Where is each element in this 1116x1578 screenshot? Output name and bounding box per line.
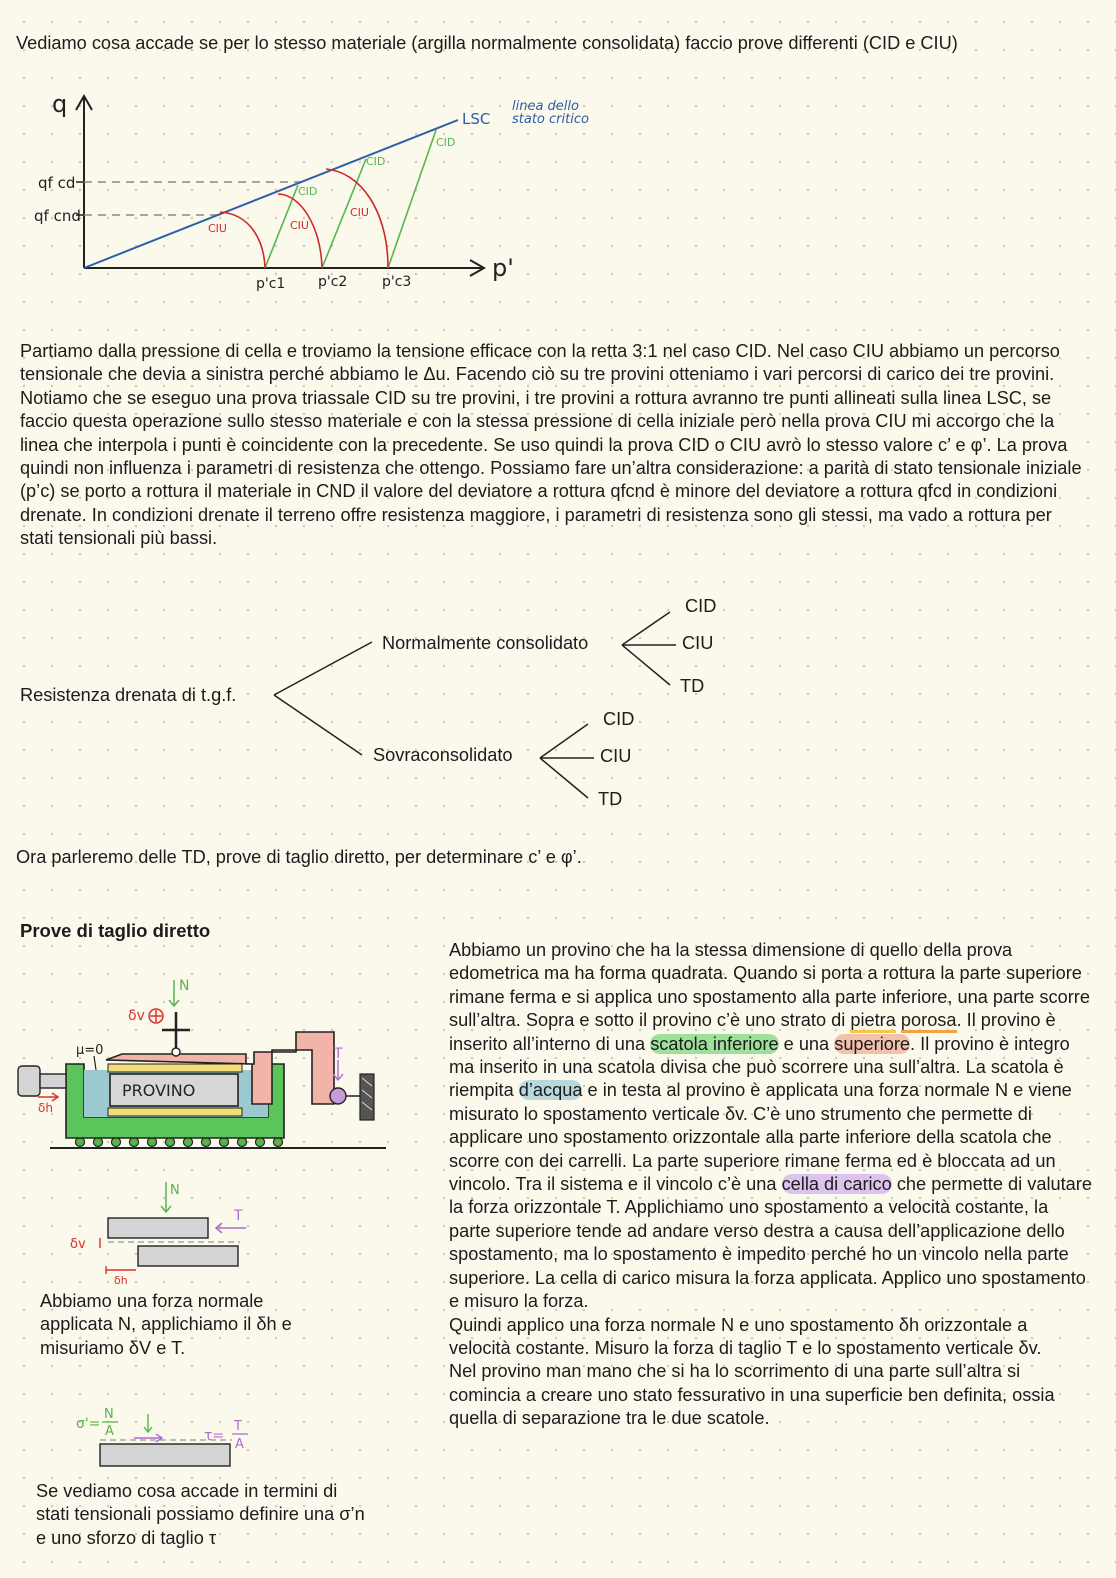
fixed-support: [360, 1074, 374, 1120]
tree-root: Resistenza drenata di t.g.f.: [20, 685, 237, 705]
right-paragraph-1: Abbiamo un provino che ha la stessa dimensione di quello della prova edometrica ma ha forma quadrata. Quando si porta a rottura la parte superiore rimane ferma e si applica uno spostamento alla parte inferiore, una parte scorre sull’altra. Sopra e sotto il provino c’è uno strato di pietra porosa. Il provino è inserito all’interno di una scatola inferiore e una superiore. Il provino è integro ma inserito in una scatola divisa che può scorrere una sull’altra. La scatola è riempita d’acqua e in testa al provino è applicata una forza normale N e viene misurato lo spostamento verticale δv. C’è uno strumento che permette di applicare uno spostamento orizzontale alla parte inferiore della scatola che scorre con dei carrelli. La parte superiore rimane ferma ed è bloccata ad un vincolo. Tra il sistema e il vincolo c’è una cella di carico che permette di valutare la forza orizzontale T. Applichiamo uno spostamento a velocità costante, la parte superiore tende ad andare verso destra a causa dell’applicazione dello spostamento, ma lo spostamento è impedito perché ho un vincolo nella parte superiore. La cella di carico misura la forza applicata. Applico uno spostamento e misuro la forza.: [449, 940, 1092, 1312]
cid-path-3: [388, 130, 436, 268]
dh-label: δh: [38, 1101, 53, 1115]
tree-branch-oc: Sovraconsolidato: [373, 745, 513, 765]
ciu-label-2: CIU: [290, 219, 309, 232]
lsc-note-2: stato critico: [512, 112, 589, 127]
tau-den: A: [235, 1437, 244, 1452]
sigma-num: N: [104, 1407, 114, 1422]
cid-label-1: CID: [298, 185, 318, 198]
upper-half: [108, 1218, 208, 1238]
highlight-pietra: pietra: [850, 1010, 896, 1033]
small-dv-label: δv: [70, 1237, 86, 1252]
highlight-scatola-inferiore: scatola inferiore: [650, 1033, 779, 1054]
cid-label-2: CID: [366, 155, 386, 168]
highlight-superiore: superiore: [834, 1033, 911, 1054]
small-dh-label: δh: [114, 1274, 128, 1286]
tree-lines: [260, 590, 740, 820]
y-axis-label: q: [52, 90, 68, 118]
shear-scheme-drawing: [60, 1176, 260, 1286]
shear-apparatus-drawing: [14, 972, 394, 1157]
ciu-label-3: CIU: [350, 206, 369, 219]
td-intro-text: Ora parleremo delle TD, prove di taglio diretto, per determinare c’ e φ’.: [16, 847, 582, 867]
cid-label-3: CID: [436, 136, 456, 149]
tau-num: T: [234, 1419, 242, 1434]
pc2-label: p'c2: [318, 274, 348, 290]
tree-nc-ciu: CIU: [682, 633, 714, 653]
caption-forces: Abbiamo una forza normale applicata N, applichiamo il δh e misuriamo δV e T.: [40, 1291, 292, 1358]
load-cell: [330, 1088, 346, 1104]
tree-oc-cid: CID: [603, 709, 635, 729]
t-label: T: [334, 1046, 343, 1062]
pc1-label: p'c1: [256, 276, 286, 292]
right-column-text: [449, 939, 1094, 1431]
qf-cd-label: qf cd: [38, 174, 76, 192]
ciu-label-1: CIU: [208, 222, 227, 235]
section-title: Prove di taglio diretto: [20, 920, 211, 941]
right-paragraph-3: Nel provino man mano che si ha lo scorrimento di una parte sull’altra si comincia a creare uno stato fessurativo in una superficie ben definita, ossia quella di separazione tra le due scatole.: [449, 1361, 1055, 1429]
paragraph-cid-ciu: Partiamo dalla pressione di cella e troviamo la tensione efficace con la retta 3:1 nel caso CID. Nel caso CIU abbiamo un percorso tensionale che devia a sinistra perché abbiamo le Δu. Facendo ciò su tre provini otteniamo i vari percorsi di carico dei tre provini. Notiamo che se eseguo una prova triassale CID su tre provini, i tre provini a rottura avranno tre punti allineati sulla linea LSC, se faccio questa operazione sullo stesso materiale e con la stessa pressione di cella iniziale però nella prova CIU mi accorgo che la linea che interpola i punti è coincidente con la precedente. Se uso quindi la prova CID o CIU avrò lo stesso valore c’ e φ’. La prova quindi non influenza i parametri di resistenza che ottengo. Possiamo fare un’altra considerazione: a parità di stato tensionale iniziale (p’c) se porto a rottura il materiale in CND il valore del deviatore a rottura qfcnd è minore del deviatore a rottura qfcd in condizioni drenate. In condizioni drenate il terreno offre resistenza maggiore, i parametri di resistenza sono gli stessi, ma vado a rottura per stati tensionali più bassi.: [20, 341, 1082, 549]
tree-oc-td: TD: [598, 789, 623, 809]
mu-label: μ=0: [76, 1043, 104, 1058]
tree-oc-ciu: CIU: [600, 746, 632, 766]
small-t-label: T: [234, 1208, 243, 1224]
intro-text: Vediamo cosa accade se per lo stesso materiale (argilla normalmente consolidata) faccio prove differenti (CID e CIU): [16, 33, 958, 53]
stress-sample: [100, 1444, 230, 1466]
x-axis-label: p': [492, 254, 514, 282]
lsc-note-1: linea dello: [512, 99, 579, 114]
caption-stresses: Se vediamo cosa accade in termini di stati tensionali possiamo definire una σ’n e uno sforzo di taglio τ: [36, 1481, 365, 1548]
tree-branch-nc: Normalmente consolidato: [382, 633, 589, 653]
stress-path-graph: [0, 80, 700, 310]
ciu-path-1: [220, 212, 265, 268]
n-label: N: [179, 978, 190, 994]
highlight-porosa: porosa: [901, 1010, 957, 1033]
tree-nc-cid: CID: [685, 596, 717, 616]
small-n-label: N: [170, 1183, 180, 1198]
sigma-label: σ'=: [76, 1416, 101, 1432]
carriage-wheels: [76, 1138, 283, 1147]
highlight-acqua: d’acqua: [518, 1080, 583, 1101]
qf-cnd-label: qf cnd: [34, 207, 81, 225]
sigma-den: A: [105, 1424, 114, 1439]
highlight-cella-di-carico: cella di carico: [781, 1174, 892, 1195]
provino-label: PROVINO: [122, 1081, 196, 1100]
right-paragraph-2: Quindi applico una forza normale N e uno spostamento δh orizzontale a velocità costante. Misuro la forza di taglio T e lo spostamento verticale δv.: [449, 1314, 1042, 1358]
tree-nc-td: TD: [680, 676, 705, 696]
lsc-label: LSC: [462, 110, 491, 128]
lower-half: [138, 1246, 238, 1266]
stress-scheme-drawing: [70, 1402, 270, 1472]
pc3-label: p'c3: [382, 274, 412, 290]
dv-label: δv: [128, 1008, 145, 1024]
lsc-line: [84, 120, 458, 268]
tau-label: τ=: [204, 1428, 225, 1444]
